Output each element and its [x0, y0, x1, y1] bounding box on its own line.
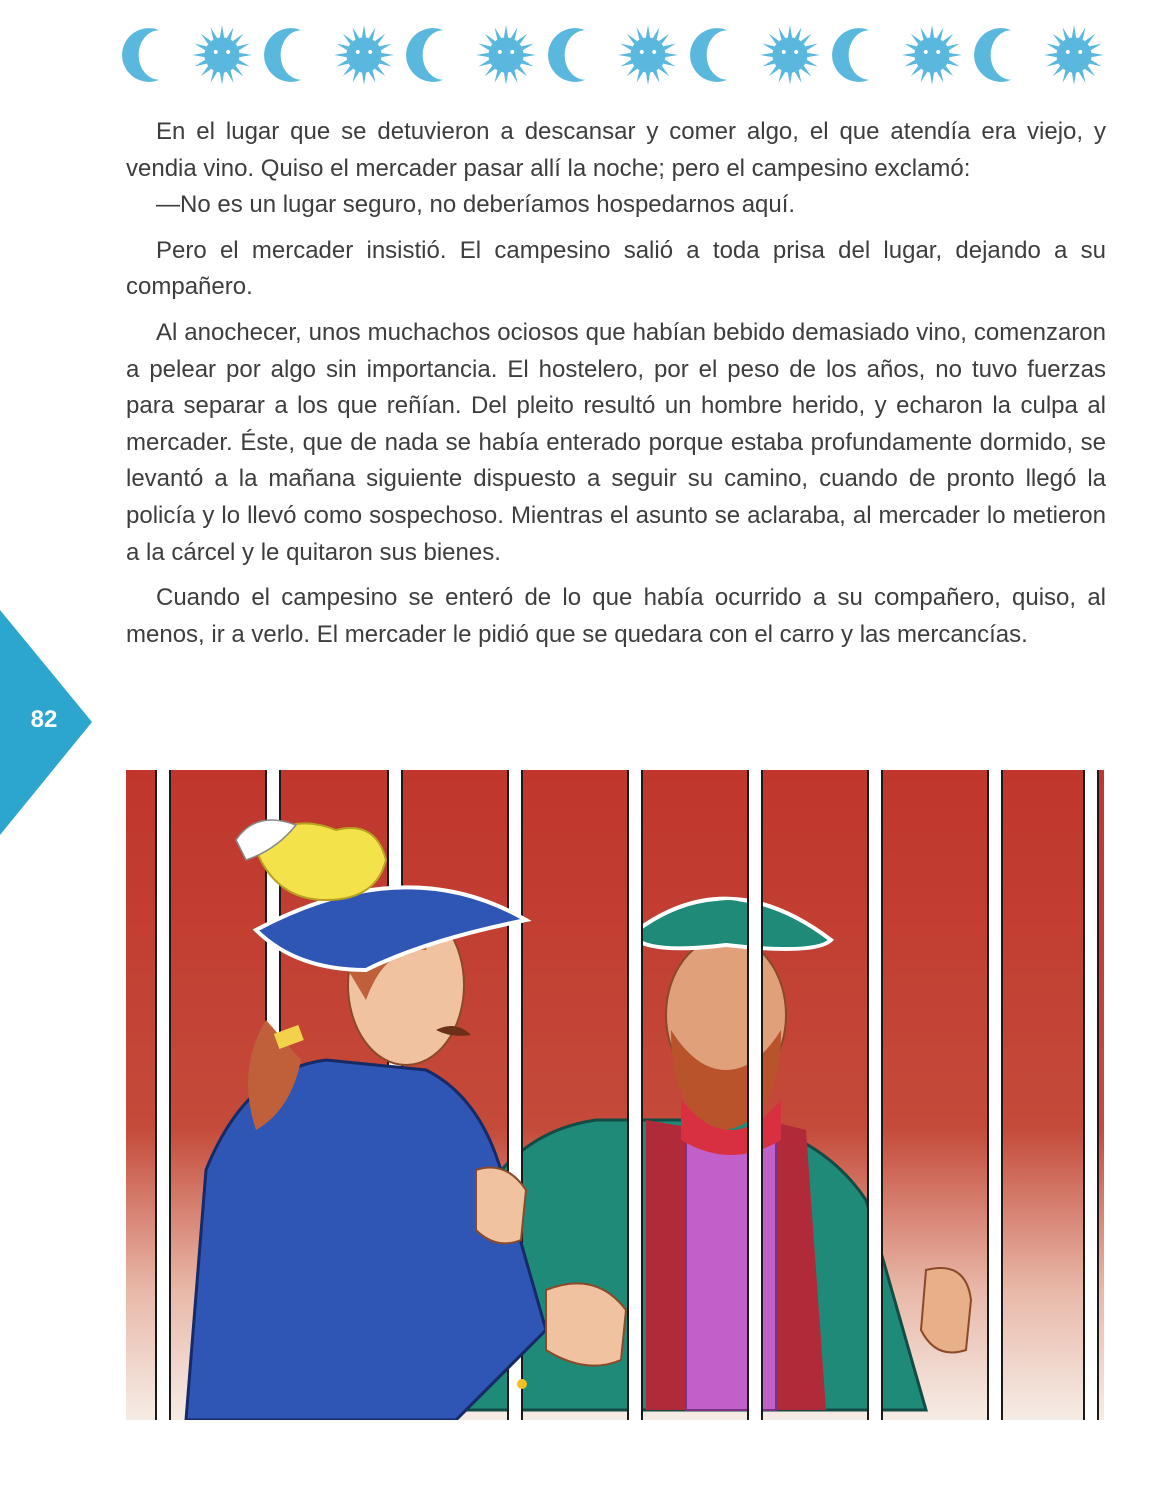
jail-bar — [1084, 770, 1098, 1420]
moon-icon — [120, 24, 182, 86]
sun-icon — [1043, 24, 1105, 86]
sun-icon — [333, 24, 395, 86]
paragraph-2-dialogue: —No es un lugar seguro, no deberíamos hospedarnos aquí. — [156, 191, 796, 219]
jail-illustration — [126, 770, 1104, 1420]
prisoner-right-hand — [921, 1268, 971, 1353]
sun-icon — [617, 24, 679, 86]
paragraph-4: Al anochecer, unos muchachos ociosos que habían bebido demasiado vino, comenzaron a pelear por algo sin importancia. El hostelero, por el peso de los años, no tuvo fuerzas para separar a los que reñían. Del pleito resultó un hombre herido, y echaron la culpa al mercader. Éste, que de nada se había enterado porque estaba profundamente dormido, se levantó a la mañana siguiente dispuesto a seguir su camino, cuando de pronto llegó la policía y lo llevó como sospechoso. Mientras el asunto se aclaraba, al mercader lo metieron a la cárcel y le quitaron sus bienes. — [126, 318, 1106, 566]
page-number: 82 — [30, 706, 58, 733]
jail-bar — [628, 770, 642, 1420]
paragraph-1: En el lugar que se detuvieron a descansar y comer algo, el que atendía era viejo, y vendia vino. Quiso el mercader pasar allí la noche; pero el campesino exclamó: — [126, 118, 1106, 182]
jail-bar — [988, 770, 1002, 1420]
moon-icon — [262, 24, 324, 86]
sun-icon — [475, 24, 537, 86]
jail-scene — [126, 770, 1104, 1420]
paragraph-5: Cuando el campesino se enteró de lo que había ocurrido a su compañero, quiso, al menos, ir a verlo. El mercader le pidió que se quedara con el carro y las mercancías. — [126, 584, 1106, 648]
decorative-border — [120, 20, 1105, 90]
story-text — [126, 114, 1106, 662]
moon-icon — [546, 24, 608, 86]
moon-icon — [404, 24, 466, 86]
sun-icon — [759, 24, 821, 86]
visitor-coat-button — [517, 1379, 527, 1389]
paragraph-3: Pero el mercader insistió. El campesino salió a toda prisa del lugar, dejando a su compañero. — [126, 236, 1106, 301]
moon-icon — [688, 24, 750, 86]
moon-icon — [830, 24, 892, 86]
jail-bar — [868, 770, 882, 1420]
sun-icon — [191, 24, 253, 86]
jail-bar — [748, 770, 762, 1420]
sun-icon — [901, 24, 963, 86]
moon-icon — [972, 24, 1034, 86]
jail-bar — [156, 770, 170, 1420]
